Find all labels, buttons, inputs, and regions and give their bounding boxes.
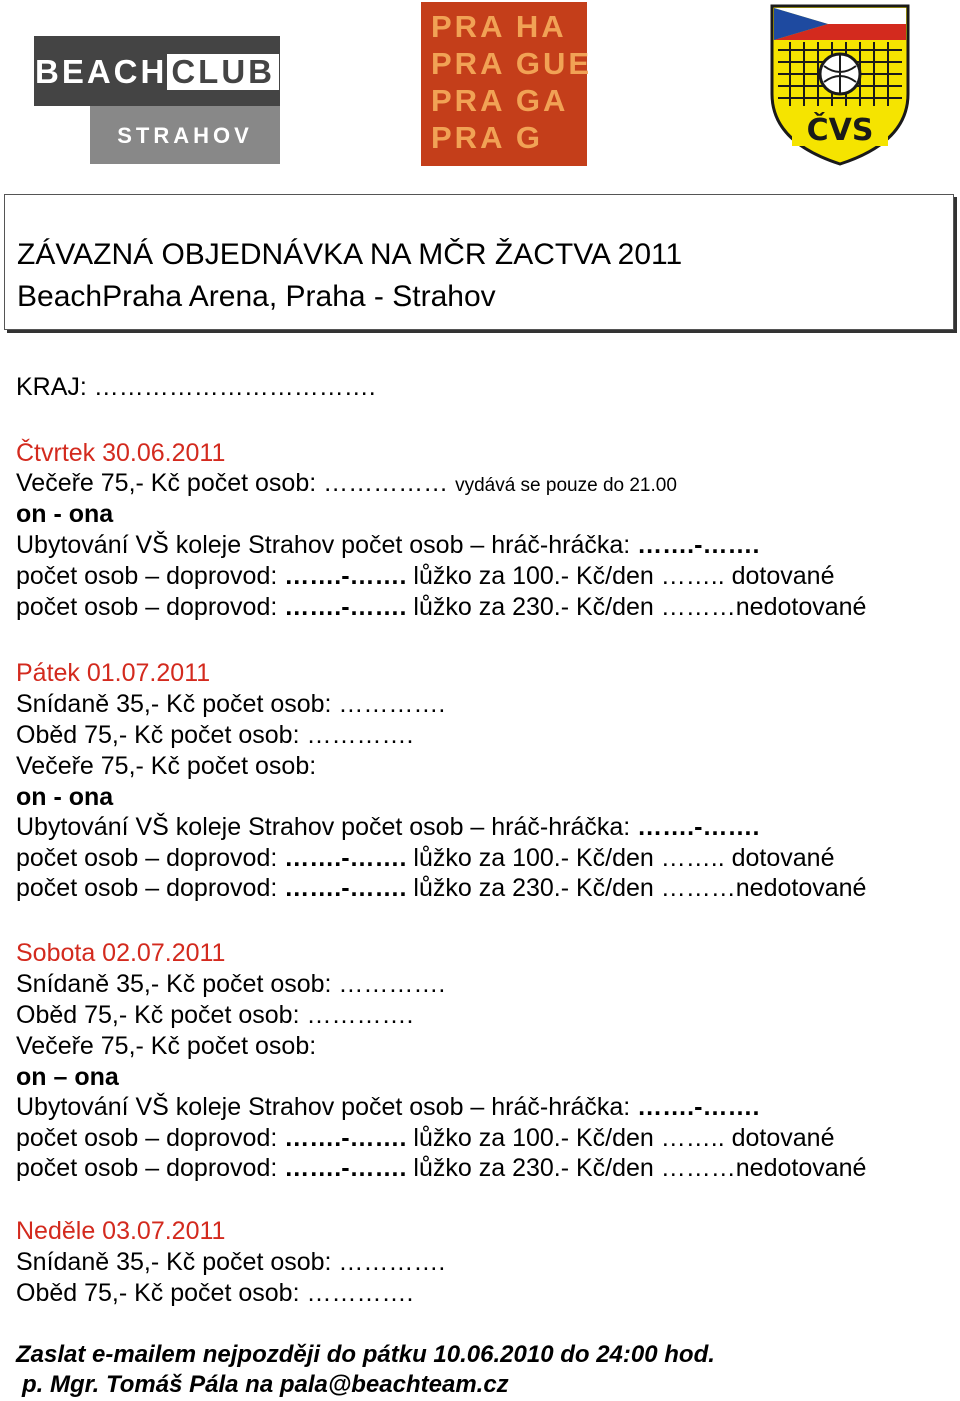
day-heading: Sobota 02.07.2011 <box>16 939 226 967</box>
cvs-shield-icon <box>768 2 912 166</box>
gender-label: on - ona <box>16 783 114 811</box>
companion-line-subsidized: počet osob – doprovod: …….-……. lůžko za 100.- Kč/den …….. dotované <box>16 1124 835 1152</box>
kraj-field: KRAJ: ……………………………. <box>16 373 376 401</box>
day-heading: Pátek 01.07.2011 <box>16 659 211 687</box>
companion-line-subsidized: počet osob – doprovod: …….-……. lůžko za 100.- Kč/den …….. dotované <box>16 562 835 590</box>
accommodation-line: Ubytování VŠ koleje Strahov počet osob – hráč-hráčka: …….-……. <box>16 813 760 841</box>
gender-label: on – ona <box>16 1063 119 1091</box>
companion-line-subsidized: počet osob – doprovod: …….-……. lůžko za 100.- Kč/den …….. dotované <box>16 844 835 872</box>
companion-line-unsubsidized: počet osob – doprovod: …….-……. lůžko za 230.- Kč/den ………nedotované <box>16 593 867 621</box>
praha-row: PRA G <box>431 120 544 155</box>
contact-line: p. Mgr. Tomáš Pála na pala@beachteam.cz <box>22 1371 509 1398</box>
breakfast-line: Snídaně 35,- Kč počet osob: …………. <box>16 970 446 998</box>
praha-row: PRA GA <box>431 83 569 118</box>
beachclub-logo <box>34 18 280 148</box>
praha-logo <box>421 2 593 166</box>
gender-label: on - ona <box>16 500 114 528</box>
dinner-note: vydává se pouze do 21.00 <box>455 475 677 496</box>
beachclub-word-beach: BEACH <box>35 53 168 90</box>
page-title: ZÁVAZNÁ OBJEDNÁVKA NA MČR ŽACTVA 2011 <box>17 238 683 271</box>
accommodation-line: Ubytování VŠ koleje Strahov počet osob – hráč-hráčka: …….-……. <box>16 531 760 559</box>
beachclub-word-strahov: STRAHOV <box>117 123 253 148</box>
lunch-line: Oběd 75,- Kč počet osob: …………. <box>16 721 414 749</box>
praha-row: PRA GUE <box>431 46 593 81</box>
page-subtitle: BeachPraha Arena, Praha - Strahov <box>17 280 496 313</box>
companion-line-unsubsidized: počet osob – doprovod: …….-……. lůžko za 230.- Kč/den ………nedotované <box>16 1154 867 1182</box>
breakfast-line: Snídaně 35,- Kč počet osob: …………. <box>16 1248 446 1276</box>
dinner-line: Večeře 75,- Kč počet osob: <box>16 752 317 780</box>
lunch-line: Oběd 75,- Kč počet osob: …………. <box>16 1001 414 1029</box>
cvs-logo-text: ČVS <box>806 113 874 148</box>
submission-deadline: Zaslat e-mailem nejpozději do pátku 10.06.2010 do 24:00 hod. <box>16 1341 715 1368</box>
dinner-line: Večeře 75,- Kč počet osob: <box>16 1032 317 1060</box>
logo-header <box>0 0 960 180</box>
title-box <box>4 194 954 330</box>
beachclub-word-club: CLUB <box>167 54 279 90</box>
lunch-line: Oběd 75,- Kč počet osob: …………. <box>16 1279 414 1307</box>
day-heading: Čtvrtek 30.06.2011 <box>16 439 226 467</box>
praha-row: PRA HA <box>431 9 567 44</box>
day-heading: Neděle 03.07.2011 <box>16 1217 226 1245</box>
breakfast-line: Snídaně 35,- Kč počet osob: …………. <box>16 690 446 718</box>
accommodation-line: Ubytování VŠ koleje Strahov počet osob – hráč-hráčka: …….-……. <box>16 1093 760 1121</box>
cvs-shield-logo <box>768 2 912 166</box>
dinner-line: Večeře 75,- Kč počet osob: …………… vydává se pouze do 21.00 <box>16 469 677 497</box>
companion-line-unsubsidized: počet osob – doprovod: …….-……. lůžko za 230.- Kč/den ………nedotované <box>16 874 867 902</box>
